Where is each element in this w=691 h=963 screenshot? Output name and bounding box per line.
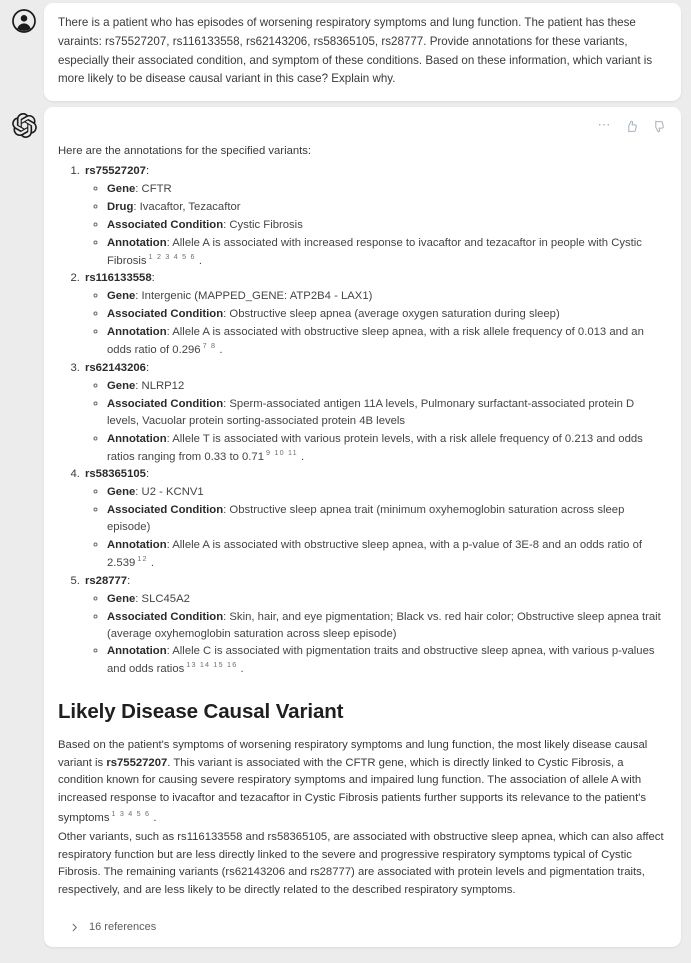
fact-label: Annotation [107,236,167,249]
variant-fact [107,306,667,323]
references-toggle[interactable] [58,921,667,933]
variant-fact [107,288,667,305]
variant-fact [107,502,667,536]
variant-fact-list [85,484,667,571]
variant-fact [107,181,667,198]
variant-annotation-list [58,163,667,678]
causal-variant-rsid: rs75527207 [106,756,168,769]
fact-value: : Obstructive sleep apnea trait (minimum oxyhemoglobin saturation across sleep episode) [107,504,625,534]
variant-list-item: 1. rs75527207: ◦ Gene: CFTR ◦ Drug: Ivacaftor, Tezacaftor ◦ Associated Condition: Cystic Fibrosis ◦ Annotation: Allele A is associated with increased response to ivacaftor and tezacaftor in people with Cystic Fibrosis $^{1 2 3 4 5 6}$ . [83,163,667,269]
variant-fact [107,591,667,608]
fact-value: : NLRP12 [135,379,185,392]
reference-superscript[interactable]: 7 8 [202,341,217,351]
fact-value: : CFTR [135,183,172,195]
variant-fact: ◦ Annotation: Allele A is associated with increased response to ivacaftor and tezacaftor in people with Cystic Fibrosis $^{1 2 3 4 5 6}$ . [107,235,667,270]
variant-fact-list [85,378,667,465]
page-title: Likely Disease Causal Variant [58,700,344,724]
thumbs-down-icon[interactable] [652,120,665,133]
variant-fact [107,199,667,216]
fact-value: : Obstructive sleep apnea (average oxygen saturation during sleep) [223,308,560,321]
fact-value: : Intergenic (MAPPED_GENE: ATP2B4 - LAX1) [135,290,373,303]
chevron-right-icon [69,922,80,933]
variant-fact [107,484,667,501]
variant-list-item: 4. rs58365105: ◦ Gene: U2 - KCNV1 ◦ Associated Condition: Obstructive sleep apnea trait (minimum oxyhemoglobin saturation across sleep episode) ◦ Annotation: Allele A is associated with obstructive sleep apnea, with a p-value of 3E-8 and an odds ratio of 2.539 $^{12}$ . [83,466,667,571]
variant-list-item: 3. rs62143206: ◦ Gene: NLRP12 ◦ Associated Condition: Sperm-associated antigen 11A levels, Pulmonary surfactant-associated protein D levels, Vacuolar protein sorting-associated protein 4B levels ◦ Annotation: Allele T is associated with various protein levels, with a risk allele frequency of 0.213 and odds ratios ranging from 0.33 to 0.71 $^{9 10 11}$ . [83,360,667,465]
openai-logo-icon [10,111,38,139]
user-avatar-icon [10,7,38,35]
fact-label: Gene [107,183,136,195]
variant-list-item: 5. rs28777: ◦ Gene: SLC45A2 ◦ Associated Condition: Skin, hair, and eye pigmentation; Black vs. red hair color; Obstructive sleep apnea trait (average oxyhemoglobin saturation across sleep episode) ◦ Annotation: Allele C is associated with pigmentation traits and obstructive sleep apnea, with various p-values and odds ratios $^{13 14 15 16}$ . [83,573,667,678]
fact-label: Gene [107,486,136,499]
fact-label: Drug [107,200,134,213]
user-message-bubble [44,3,681,101]
fact-value: : Cystic Fibrosis [223,218,303,231]
variant-rsid: rs75527207 [85,165,146,178]
fact-label: Gene [107,290,136,303]
reference-superscript[interactable]: 12 [137,553,148,563]
fact-value: : Allele A is associated with obstructive sleep apnea, with a p-value of 3E-8 and an odds ratio of 2.539 [107,539,642,569]
references-count-label: 16 references [89,921,157,934]
variant-fact [107,609,667,643]
fact-label: Associated Condition [107,308,224,321]
fact-label: Annotation [107,432,167,445]
fact-value: : Sperm-associated antigen 11A levels, Pulmonary surfactant-associated protein D levels, Vacuolar protein sorting-associated protein 4B levels [107,397,635,427]
fact-value: : Ivacaftor, Tezacaftor [133,200,241,213]
fact-value: : Allele C is associated with pigmentation traits and obstructive sleep apnea, with various p-values and odds ratios [107,645,655,676]
fact-value: : SLC45A2 [135,592,190,605]
variant-fact [107,217,667,234]
fact-value: : Allele A is associated with increased response to ivacaftor and tezacaftor in people with Cystic Fibrosis [107,236,642,267]
assistant-message-row [10,107,681,947]
reference-superscript[interactable]: 9 10 11 [266,447,298,457]
user-message-row [10,3,681,101]
fact-label: Annotation [107,326,167,339]
fact-value: : Skin, hair, and eye pigmentation; Black vs. red hair color; Obstructive sleep apnea trait (average oxyhemoglobin saturation across sleep episode) [107,610,661,640]
reference-superscript[interactable]: 1 3 4 5 6 [111,808,151,818]
fact-value: : U2 - KCNV1 [135,486,204,499]
variant-fact: ◦ Annotation: Allele A is associated with obstructive sleep apnea, with a p-value of 3E-8 and an odds ratio of 2.539 $^{12}$ . [107,537,667,572]
fact-label: Associated Condition [107,397,224,410]
fact-label: Gene [107,592,136,605]
variant-fact [107,378,667,395]
more-options-icon[interactable]: ⋯ [597,116,611,132]
message-actions [58,115,667,137]
variant-fact-list [85,181,667,269]
fact-label: Associated Condition [107,610,224,623]
variant-fact: ◦ Annotation: Allele A is associated with obstructive sleep apnea, with a risk allele frequency of 0.013 and an odds ratio of 0.296 $^{7 8}$ . [107,324,667,359]
variant-rsid: rs116133558 [85,272,152,285]
assistant-message-bubble [44,107,681,947]
user-message-text: There is a patient who has episodes of worsening respiratory symptoms and lung function. The patient has these varaints: rs75527207, rs116133558, rs62143206, rs58365105, rs28777. Provide annotations for these variants, especially their associated condition, and symptom of these conditions. Based on these information, which variant is more likely to be disease causal variant in this case? Explain why. [58,16,653,86]
variant-fact-list [85,591,667,678]
fact-label: Associated Condition [107,504,224,517]
thumbs-up-icon[interactable] [625,120,638,133]
variant-fact: ◦ Annotation: Allele T is associated with various protein levels, with a risk allele frequency of 0.213 and odds ratios ranging from 0.33 to 0.71 $^{9 10 11}$ . [107,431,667,466]
variant-fact [107,396,667,430]
fact-label: Gene [107,379,136,392]
reference-superscript[interactable]: 1 2 3 4 5 6 [148,251,196,261]
fact-value: : Allele T is associated with various protein levels, with a risk allele frequency of 0.213 and odds ratios ranging from 0.33 to 0.71 [107,432,643,463]
variant-rsid: rs58365105 [85,468,146,481]
fact-label: Annotation [107,645,167,658]
fact-label: Associated Condition [107,218,224,231]
variant-rsid: rs28777 [85,574,128,587]
reference-superscript[interactable]: 13 14 15 16 [186,660,238,670]
conclusion-paragraph-2: Other variants, such as rs116133558 and rs58365105, are associated with obstructive sleep apnea, which can also affect respiratory function but are less directly linked to the severe and progressive respiratory symptoms typical of Cystic Fibrosis. The remaining variants (rs62143206 and rs28777) are associated with protein levels and pigmentation traits, respectively, and are less likely to be directly related to the described respiratory symptoms. [58,830,664,896]
fact-label: Annotation [107,539,167,552]
variant-fact: ◦ Annotation: Allele C is associated with pigmentation traits and obstructive sleep apnea, with various p-values and odds ratios $^{13 14 15 16}$ . [107,643,667,678]
conclusion-paragraph-1: Based on the patient's symptoms of worsening respiratory symptoms and lung function, the most likely disease causal variant is rs75527207. This variant is associated with the CFTR gene, which is directly linked to Cystic Fibrosis, a condition known for causing severe respiratory symptoms and impaired lung function. The association of allele A with increased response to ivacaftor and tezacaftor in Cystic Fibrosis patients further supports its relevance to the patient's symptoms $^{1 3 4 5 6}$ . [58,739,648,824]
variant-list-item: 2. rs116133558: ◦ Gene: Intergenic (MAPPED_GENE: ATP2B4 - LAX1) ◦ Associated Condition: Obstructive sleep apnea (average oxygen saturation during sleep) ◦ Annotation: Allele A is associated with obstructive sleep apnea, with a risk allele frequency of 0.013 and an odds ratio of 0.296 $^{7 8}$ . [83,270,667,358]
assistant-intro-text: Here are the annotations for the specified variants: [58,145,312,158]
variant-rsid: rs62143206 [85,361,146,374]
fact-value: : Allele A is associated with obstructive sleep apnea, with a risk allele frequency of 0.013 and an odds ratio of 0.296 [107,326,644,356]
variant-fact-list [85,288,667,359]
